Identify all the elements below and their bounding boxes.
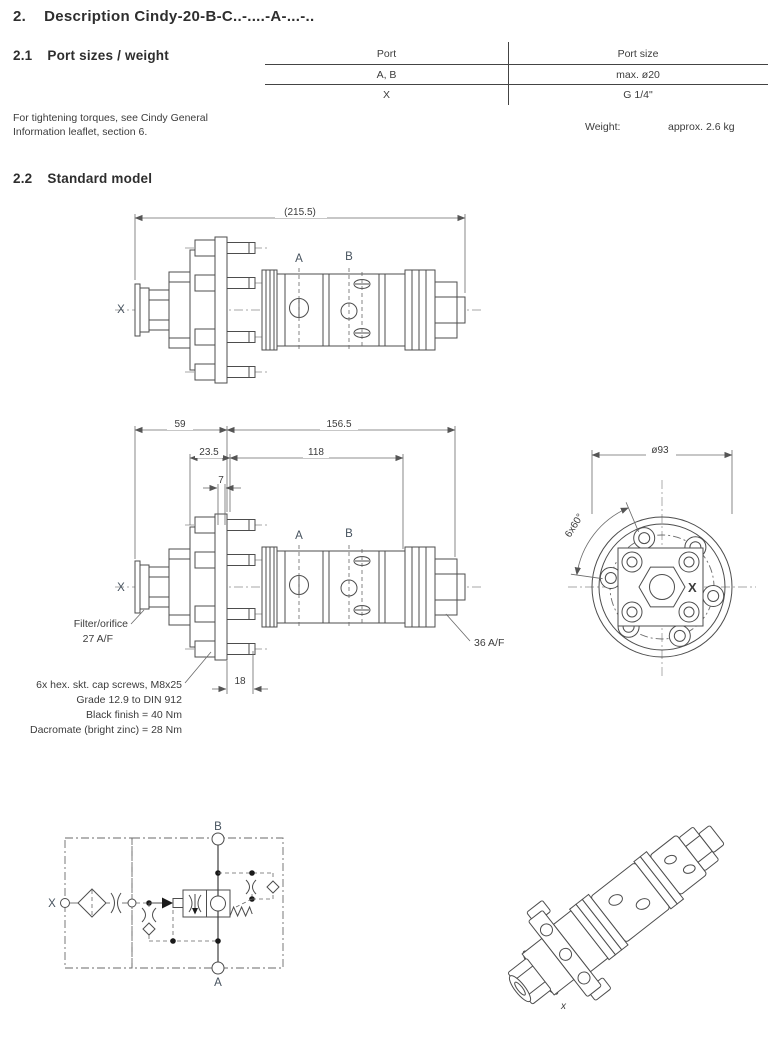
weight-value: approx. 2.6 kg — [668, 121, 735, 133]
dim-59: 59 — [174, 419, 186, 430]
orifice-symbol — [111, 893, 115, 913]
port-b-label: B — [345, 251, 353, 263]
schematic-port-x: X — [48, 898, 56, 910]
port-x-label: X — [688, 580, 697, 595]
filter-callout-line1: Filter/orifice — [73, 618, 128, 630]
side-view-drawing — [85, 200, 485, 412]
table-header-port: Port — [376, 48, 397, 60]
spring-symbol — [230, 907, 252, 916]
screws-callout-line2: Grade 12.9 to DIN 912 — [76, 694, 182, 706]
filter-callout-line2: 27 A/F — [82, 633, 113, 645]
section-21-heading — [13, 48, 169, 63]
pilot-arrow — [162, 898, 173, 909]
dim-156-5: 156.5 — [326, 419, 352, 430]
table-rule — [265, 64, 768, 65]
dim-18: 18 — [234, 676, 246, 687]
section-22-heading — [13, 171, 152, 186]
dim-118: 118 — [308, 447, 324, 458]
port-a-label: A — [295, 253, 303, 265]
dim-overall-length: (215.5) — [284, 207, 316, 218]
port-size-table — [265, 42, 768, 108]
dim-flange-diameter: ø93 — [651, 445, 669, 456]
torque-note-line1: For tightening torques, see Cindy General — [13, 112, 208, 124]
dim-7: 7 — [218, 475, 224, 486]
section-21-title: Port sizes / weight — [47, 48, 169, 63]
wrench-size-callout: 36 A/F — [474, 637, 505, 649]
screws-callout-line1: 6x hex. skt. cap screws, M8x25 — [36, 679, 182, 691]
weight-label: Weight: — [585, 121, 621, 133]
dim-bolt-angle: 6x60° — [563, 511, 587, 540]
section-21-number: 2.1 — [13, 48, 33, 63]
dimensioned-side-view-drawing — [15, 415, 545, 750]
section-22-number: 2.2 — [13, 171, 33, 186]
schematic-port-b: B — [214, 821, 222, 833]
end-view-drawing — [540, 428, 768, 680]
port-a-label: A — [295, 530, 303, 542]
screws-callout-line4: Dacromate (bright zinc) = 28 Nm — [29, 724, 182, 736]
table-cell-size-ab: max. ø20 — [616, 69, 660, 81]
port-b-label: B — [345, 528, 353, 540]
torque-note-line2: Information leaflet, section 6. — [13, 126, 148, 138]
cartridge-valve-3d — [482, 791, 752, 1036]
screws-callout-line3: Black finish = 40 Nm — [86, 709, 182, 721]
iso-port-x-mark: x — [561, 1001, 566, 1012]
section-22-title: Standard model — [47, 171, 153, 186]
torque-note — [13, 111, 208, 139]
section-2-heading — [13, 8, 314, 25]
hydraulic-schematic — [30, 790, 320, 1020]
schematic-port-a: A — [214, 977, 222, 989]
port-x-label: X — [117, 582, 125, 594]
isometric-view-drawing — [465, 778, 765, 1048]
table-header-port-size: Port size — [617, 48, 659, 60]
dim-23-5: 23.5 — [199, 447, 219, 458]
table-cell-port-ab: A, B — [376, 69, 397, 81]
table-cell-port-x: X — [382, 89, 390, 101]
section-2-number: 2. — [13, 8, 27, 25]
table-rule — [265, 84, 768, 85]
port-x-label: X — [117, 304, 125, 316]
section-2-title: Description Cindy-20-B-C..-....-A-...-.. — [44, 8, 315, 25]
table-cell-size-x: G 1/4" — [623, 89, 653, 101]
